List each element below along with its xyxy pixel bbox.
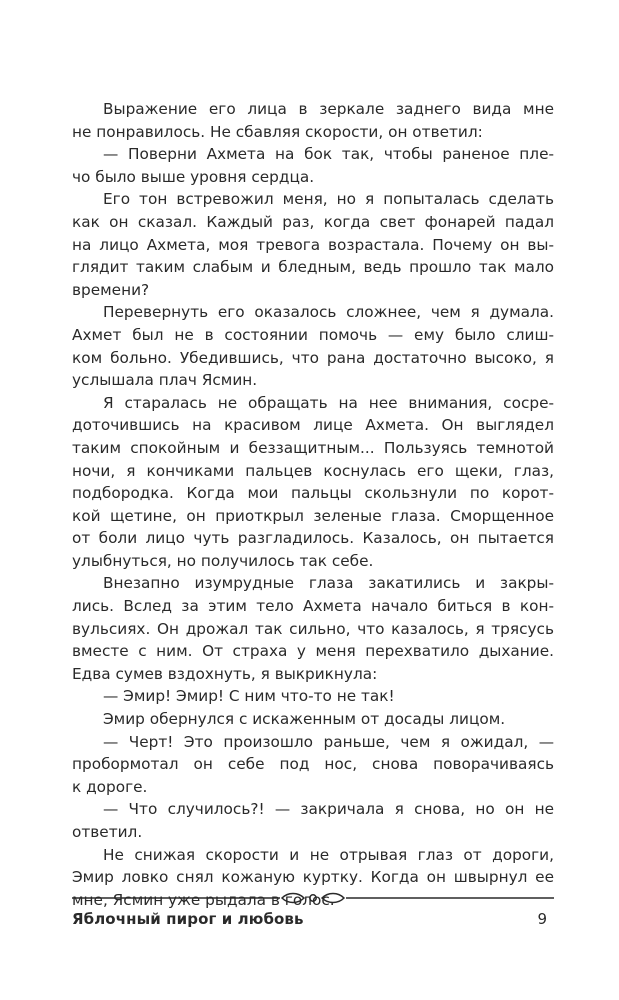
text-line: лись. Вслед за этим тело Ахмета начало биться в кон- bbox=[72, 597, 554, 616]
text-line: улыбнуться, но получилось так себе. bbox=[72, 551, 374, 570]
text-line: — Что случилось?! — закричала я снова, но он не bbox=[103, 800, 554, 819]
text-line: пробормотал он себе под нос, снова поворачиваясь bbox=[72, 755, 554, 774]
paragraph bbox=[72, 572, 554, 685]
paragraph bbox=[72, 188, 554, 301]
text-line: Ахмет был не в состоянии помочь — ему было слиш- bbox=[72, 325, 554, 344]
text-line: вульсиях. Он дрожал так сильно, что казалось, я трясусь bbox=[72, 619, 554, 638]
footer-divider-ornament bbox=[72, 891, 554, 905]
text-line: от боли лицо чуть разгладилось. Казалось, он пытается bbox=[72, 529, 554, 548]
text-line: Внезапно изумрудные глаза закатились и закры- bbox=[103, 574, 554, 593]
paragraph bbox=[72, 708, 554, 731]
paragraph bbox=[72, 301, 554, 391]
text-line: глядит таким слабым и бледным, ведь прошло так мало bbox=[72, 258, 554, 277]
text-line: — Поверни Ахмета на бок так, чтобы раненое пле- bbox=[103, 145, 554, 164]
paragraph bbox=[72, 98, 554, 143]
paragraph bbox=[72, 143, 554, 188]
paragraph bbox=[72, 731, 554, 799]
text-line: Я старалась не обращать на нее внимания, сосре- bbox=[103, 393, 554, 412]
text-line: Эмир ловко снял кожаную куртку. Когда он швырнул ее bbox=[72, 868, 554, 887]
text-line: — Черт! Это произошло раньше, чем я ожидал, — bbox=[103, 732, 554, 751]
text-line: на лицо Ахмета, моя тревога возрастала. Почему он вы- bbox=[72, 235, 554, 254]
text-line: — Эмир! Эмир! С ним что-то не так! bbox=[103, 687, 395, 706]
text-line: подбородка. Когда мои пальцы скользнули по корот- bbox=[72, 484, 554, 503]
text-line: вместе с ним. От страха у меня перехватило дыхание. bbox=[72, 642, 554, 661]
paragraph bbox=[72, 392, 554, 573]
text-line: к дороге. bbox=[72, 777, 148, 796]
text-line: не понравилось. Не сбавляя скорости, он ответил: bbox=[72, 122, 483, 141]
text-line: времени? bbox=[72, 280, 150, 299]
text-line: Едва сумев вздохнуть, я выкрикнула: bbox=[72, 664, 378, 683]
text-line: Перевернуть его оказалось сложнее, чем я думала. bbox=[103, 303, 554, 322]
page-number: 9 bbox=[537, 910, 547, 928]
text-line: Выражение его лица в зеркале заднего вида мне bbox=[103, 100, 554, 118]
text-line: как он сказал. Каждый раз, когда свет фонарей падал bbox=[72, 212, 554, 231]
text-line: кой щетине, он приоткрыл зеленые глаза. Сморщенное bbox=[72, 506, 554, 525]
paragraph bbox=[72, 798, 554, 843]
running-footer-title: Яблочный пирог и любовь bbox=[72, 910, 304, 928]
text-line: таким спокойным и беззащитным... Пользуясь темнотой bbox=[72, 438, 554, 457]
body-text bbox=[72, 98, 554, 911]
text-line: Его тон встревожил меня, но я попыталась сделать bbox=[103, 190, 554, 209]
paragraph bbox=[72, 685, 554, 708]
text-line: чо было выше уровня сердца. bbox=[72, 167, 315, 186]
text-line: ночи, я кончиками пальцев коснулась его щеки, глаз, bbox=[72, 461, 554, 480]
text-line: ответил. bbox=[72, 823, 143, 841]
text-line: Эмир обернулся с искаженным от досады лицом. bbox=[103, 710, 506, 729]
text-line: услышала плач Ясмин. bbox=[72, 371, 258, 390]
text-line: доточившись на красивом лице Ахмета. Он выглядел bbox=[72, 416, 554, 435]
text-line: мне, Ясмин уже рыдала в голос. bbox=[72, 890, 335, 909]
text-line: ком больно. Убедившись, что рана достаточно высоко, я bbox=[72, 348, 554, 367]
text-line: Не снижая скорости и не отрывая глаз от дороги, bbox=[103, 845, 554, 864]
